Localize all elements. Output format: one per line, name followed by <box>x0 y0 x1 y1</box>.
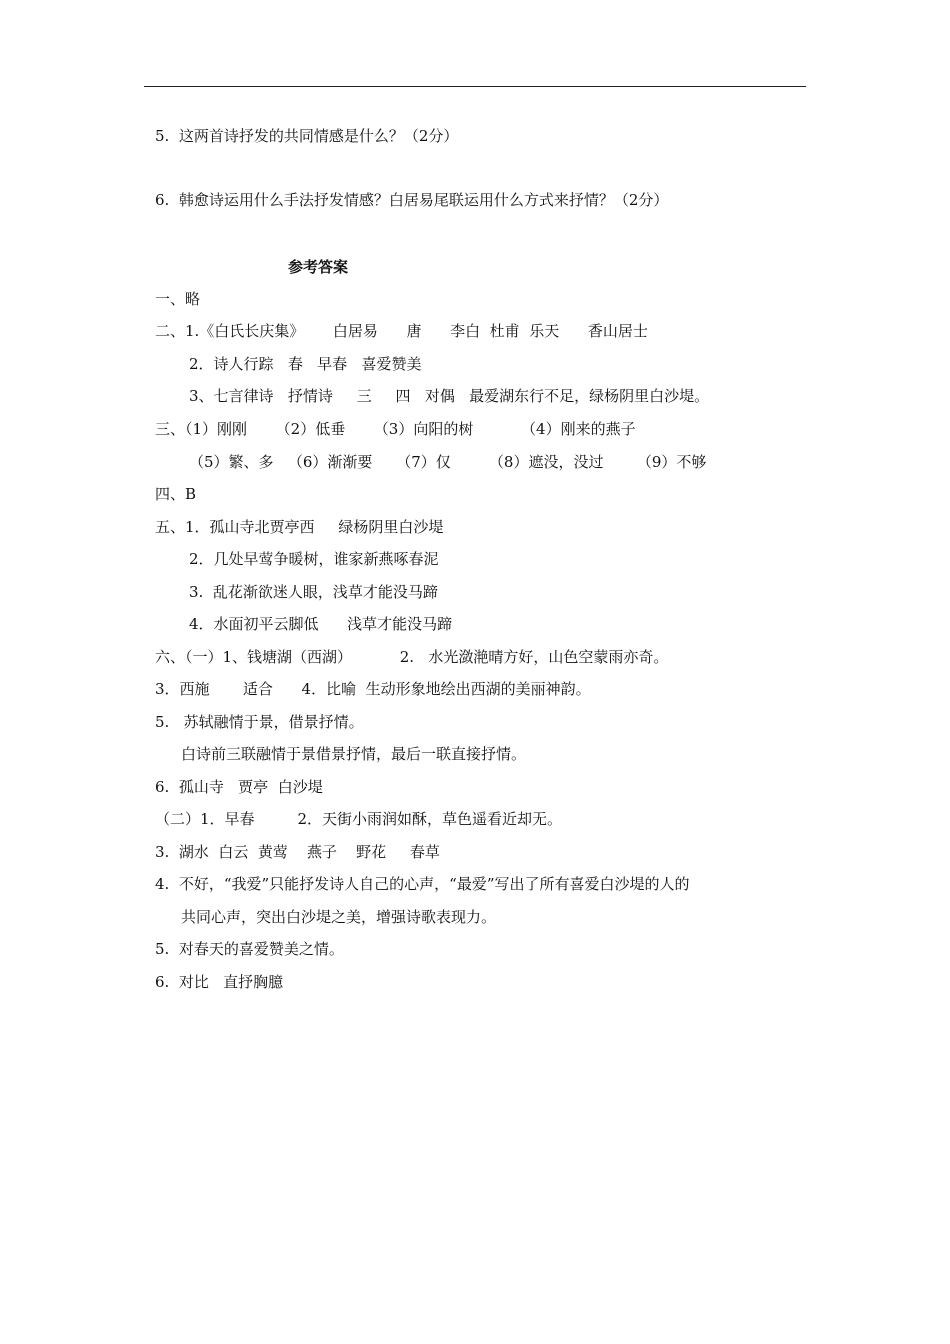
answer-line: 4．水面初平云脚低 浅草才能没马蹄 <box>189 615 453 633</box>
answer-line: 5. 苏轼融情于景，借景抒情。 <box>155 713 364 731</box>
answer-line: 3、七言律诗 抒情诗 三 四 对偶 最爱湖东行不足，绿杨阴里白沙堤。 <box>189 387 710 405</box>
answer-line: 3. 湖水 白云 黄莺 燕子 野花 春草 <box>155 843 440 861</box>
question-5: 5. 这两首诗抒发的共同情感是什么？（2分） <box>155 127 459 145</box>
answer-line: 五、1．孤山寺北贾亭西 绿杨阴里白沙堤 <box>155 518 444 536</box>
answer-line: 三、（1）刚刚 （2）低垂 （3）向阳的树 （4）刚来的燕子 <box>155 420 636 438</box>
answer-line: 6. 孤山寺 贾亭 白沙堤 <box>155 778 323 796</box>
answer-line: 3. 乱花渐欲迷人眼，浅草才能没马蹄 <box>189 583 438 601</box>
answer-line: （5）繁、多 （6）渐渐要 （7）仅 （8）遮没，没过 （9）不够 <box>189 453 707 471</box>
answer-line: 四、B <box>155 485 197 503</box>
answer-line: 2．几处早莺争暖树，谁家新燕啄春泥 <box>189 550 439 568</box>
answer-line: （二）1．早春 2．天街小雨润如酥，草色遥看近却无。 <box>155 810 563 828</box>
answer-line: 共同心声，突出白沙堤之美，增强诗歌表现力。 <box>181 908 497 926</box>
answer-line: 2．诗人行踪 春 早春 喜爱赞美 <box>189 355 422 373</box>
answer-line: 3．西施 适合 4．比喻 生动形象地绘出西湖的美丽神韵。 <box>155 680 591 698</box>
answer-line: 一、略 <box>155 290 201 308</box>
answer-line: 二、1.《白氏长庆集》 白居易 唐 李白 杜甫 乐天 香山居士 <box>155 322 648 340</box>
answer-line: 六、（一）1、钱塘湖（西湖） 2. 水光潋滟晴方好，山色空蒙雨亦奇。 <box>155 648 669 666</box>
answer-line: 白诗前三联融情于景借景抒情，最后一联直接抒情。 <box>181 745 527 763</box>
question-6: 6. 韩愈诗运用什么手法抒发情感？白居易尾联运用什么方式来抒情？（2分） <box>155 191 669 209</box>
answer-line: 4. 不好，“我爱”只能抒发诗人自己的心声，“最爱”写出了所有喜爱白沙堤的人的 <box>155 875 690 893</box>
answer-line: 5. 对春天的喜爱赞美之情。 <box>155 940 344 958</box>
answer-line: 6. 对比 直抒胸臆 <box>155 973 284 991</box>
answers-title: 参考答案 <box>288 258 349 276</box>
header-rule <box>144 86 806 87</box>
